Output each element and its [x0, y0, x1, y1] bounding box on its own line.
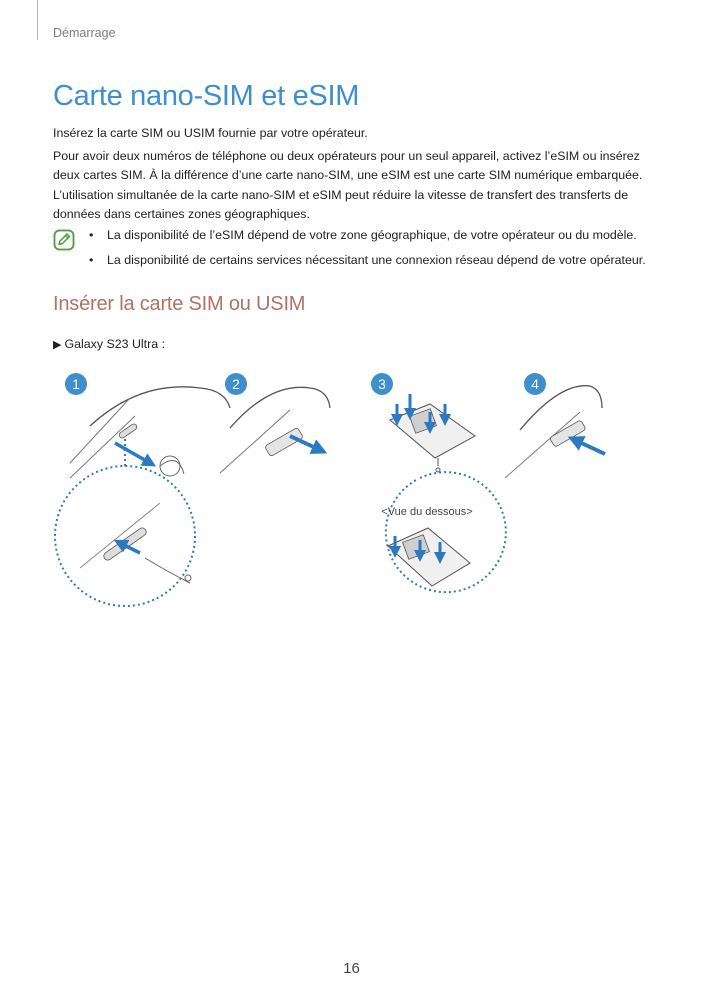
model-line [53, 337, 165, 351]
page-number: 16 [343, 960, 360, 977]
margin-rule [37, 0, 38, 40]
step-1-panel [55, 373, 230, 606]
step-2-panel [220, 373, 330, 473]
page-title: Carte nano-SIM et eSIM [53, 80, 360, 112]
note-list [87, 226, 662, 276]
triangle-marker-icon: ▶ [53, 339, 62, 351]
section-label: Démarrage [53, 26, 116, 40]
step-3-panel [371, 373, 506, 592]
sim-insertion-illustration [50, 368, 650, 618]
subsection-title: Insérer la carte SIM ou USIM [53, 293, 306, 315]
intro-paragraph-1: Insérez la carte SIM ou USIM fournie par votre opérateur. [53, 126, 368, 140]
step-4-number: 4 [531, 376, 539, 392]
note-pen-icon [53, 229, 75, 251]
model-label: Galaxy S23 Ultra : [64, 337, 166, 351]
step-2-number: 2 [232, 376, 240, 392]
step-4-panel [505, 373, 605, 478]
note-item: • La disponibilité de certains services nécessitant une connexion réseau dépend de votre opérateur. [87, 251, 662, 270]
step-1-number: 1 [72, 376, 80, 392]
note-item: • La disponibilité de l’eSIM dépend de votre zone géographique, de votre opérateur ou du modèle. [87, 226, 662, 245]
step-3-number: 3 [378, 376, 386, 392]
intro-paragraph-2: Pour avoir deux numéros de téléphone ou deux opérateurs pour un seul appareil, activez l’eSIM ou insérez deux cartes SIM. À la différence d’une carte nano-SIM, une eSIM est une carte SIM numérique embarquée. L’utilisation simultanée de la carte nano-SIM et eSIM peut réduire la vitesse de transfert des transferts de données dans certaines zones géographiques. [53, 149, 643, 221]
bottom-view-label: <Vue du dessous> [381, 506, 473, 518]
